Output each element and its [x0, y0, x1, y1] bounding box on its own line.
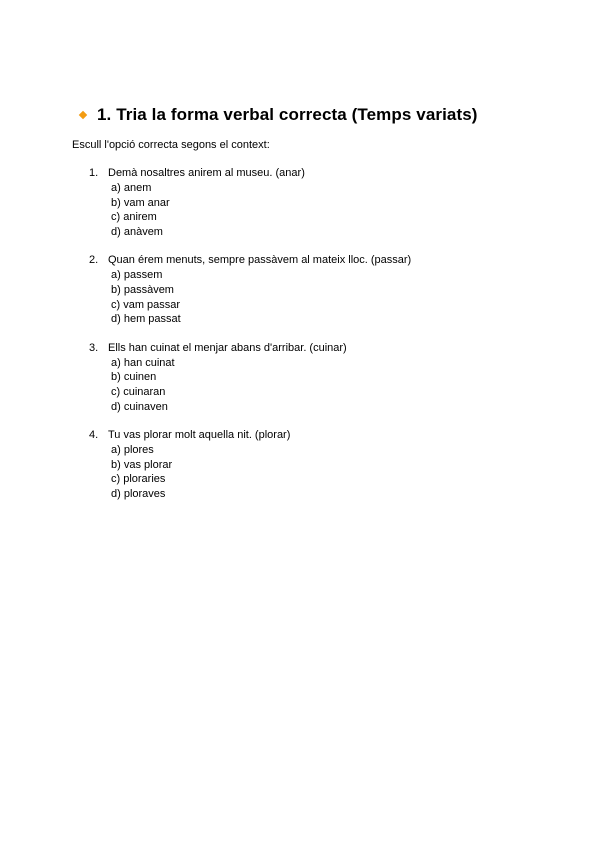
option-d: d) cuinaven	[111, 400, 168, 413]
question-text: Tu vas plorar molt aquella nit. (plorar)	[108, 429, 291, 442]
option-b: b) vas plorar	[111, 458, 173, 471]
question-number: 1.	[89, 167, 99, 179]
diamond-bullet-icon	[79, 111, 87, 119]
option-c: c) anirem	[111, 211, 157, 224]
section-heading	[79, 105, 478, 125]
option-b: b) passàvem	[111, 283, 174, 296]
option-b: b) vam anar	[111, 196, 170, 209]
option-list	[89, 268, 569, 326]
option-b: b) cuinen	[111, 371, 157, 384]
option-a: a) han cuinat	[111, 356, 175, 369]
option-d: d) hem passat	[111, 313, 181, 326]
question-text: Quan érem menuts, sempre passàvem al mateix lloc. (passar)	[108, 254, 412, 267]
question-text: Ells han cuinat el menjar abans d'arribar. (cuinar)	[108, 341, 347, 354]
option-d: d) ploraves	[111, 487, 166, 500]
option-a: a) passem	[111, 269, 163, 282]
option-list	[89, 181, 569, 239]
question-list	[89, 166, 569, 516]
question-item	[89, 253, 569, 326]
option-c: c) cuinaran	[111, 385, 166, 398]
question-number: 3.	[89, 341, 99, 354]
option-c: c) vam passar	[111, 298, 181, 311]
option-c: c) ploraries	[111, 473, 166, 486]
question-text: Demà nosaltres anirem al museu. (anar)	[108, 167, 305, 179]
option-a: a) plores	[111, 444, 154, 457]
instruction-text: Escull l'opció correcta segons el context:	[72, 139, 270, 151]
section-title: 1. Tria la forma verbal correcta (Temps variats)	[97, 105, 478, 124]
option-d: d) anàvem	[111, 225, 163, 238]
option-a: a) anem	[111, 182, 152, 194]
option-list	[89, 443, 569, 501]
question-number: 4.	[89, 429, 99, 442]
question-item	[89, 166, 569, 239]
question-item	[89, 341, 569, 414]
question-item	[89, 428, 569, 501]
option-list	[89, 356, 569, 414]
question-number: 2.	[89, 254, 99, 267]
